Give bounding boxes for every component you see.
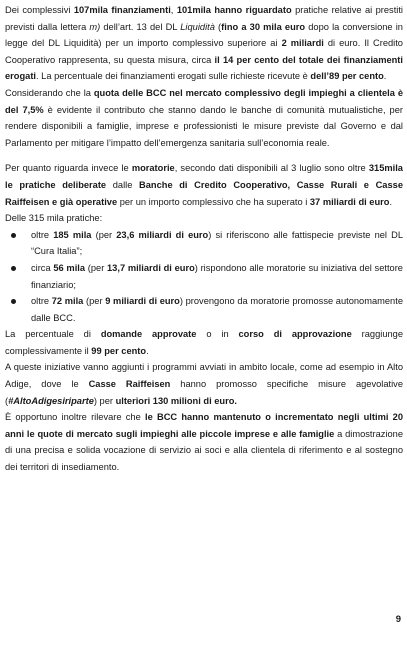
text-run: 72 mila	[51, 296, 84, 307]
text-run: dell’89 per cento	[310, 71, 384, 82]
text-run: m)	[89, 21, 101, 32]
text-run: il 14 per cento del totale dei finanziamenti erogati	[5, 54, 403, 82]
list-item-text	[31, 230, 403, 257]
text-run: a dimostrazione di una precisa e solida vocazione di servizio ai soci e alla clientela di riferimento e al sostegno dei territori di insediamento.	[5, 428, 403, 473]
bullet-icon	[11, 266, 16, 271]
text-run: hanno promosso specifiche misure agevolative (	[5, 379, 403, 406]
text-run: .	[389, 196, 393, 207]
text-run: ) si riferiscono alle fattispecie previste nel DL “Cura Italia”;	[31, 229, 404, 257]
text-run: #AltoAdigesiriparte	[8, 395, 94, 406]
text-run: per un importo complessivo che ha superato i	[117, 196, 310, 207]
paragraph-finanziamenti	[5, 2, 403, 85]
text-run: 315mila le pratiche deliberate	[5, 163, 403, 190]
text-run: oltre	[31, 296, 52, 307]
text-run: 9 miliardi di euro	[105, 296, 180, 307]
page-number: 9	[395, 614, 401, 625]
text-run: La percentuale di	[5, 329, 101, 340]
list-item	[5, 293, 403, 326]
text-run: ,	[170, 5, 177, 15]
paragraph-moratorie	[5, 160, 403, 210]
text-run: (per	[85, 262, 108, 273]
text-run: oltre	[31, 229, 54, 240]
text-run: (per	[83, 296, 106, 307]
text-run: dell’art. 13 del DL	[100, 21, 181, 32]
text-run: 185 mila	[53, 229, 92, 240]
text-run: Considerando che la	[5, 87, 94, 98]
text-run: (	[214, 21, 222, 32]
text-run: 13,7 miliardi di euro	[107, 262, 195, 273]
text-run: circa	[31, 262, 54, 273]
text-run: corso di approvazione	[238, 329, 352, 340]
text-run: ) rispondono alle moratorie su iniziativa del settore finanziario;	[31, 262, 403, 290]
text-run: Liquidità	[180, 21, 215, 32]
text-run: dopo la conversione in legge del DL Liquidità) per un importo complessivo superiore ai	[5, 21, 403, 49]
text-run: domande approvate	[100, 329, 197, 340]
text-run: Banche di Credito Cooperativo, Casse Rurali e Casse Raiffeisen e già operative	[5, 179, 403, 207]
paragraph-percentuale	[5, 326, 403, 359]
text-run: 99 per cento	[91, 345, 147, 356]
text-run: (per	[91, 229, 117, 240]
list-item-text	[31, 263, 403, 290]
list-item	[5, 227, 403, 260]
text-run: . La percentuale dei finanziamenti erogati sulle richieste ricevute è	[36, 71, 311, 82]
text-run: dalle	[106, 179, 140, 190]
text-run: Per quanto riguarda invece le	[5, 163, 132, 174]
text-run: .	[146, 345, 149, 356]
text-run: ) provengono da moratorie promosse autonomamente dalle BCC.	[31, 296, 403, 323]
text-run: 2 miliardi	[281, 38, 324, 49]
text-run: 23,6 miliardi di euro	[116, 229, 209, 240]
text-run: , secondo dati disponibili al 3 luglio sono oltre	[174, 163, 369, 174]
paragraph-pratiche-intro	[5, 210, 403, 227]
text-run: raggiunge complessivamente il	[5, 329, 403, 356]
text-run: ) per	[93, 395, 116, 406]
bullet-icon	[11, 233, 16, 238]
text-run: è evidente il contributo che stanno dando le banche di comunità mutualistiche, per rendere disponibili a famiglie, imprese e professionisti le misure previste dal Governo e dal Parlamento per mitigare l’impatto dell’emergenza sanitaria sull’economia reale.	[5, 104, 403, 148]
paragraph-quote-mercato	[5, 409, 403, 475]
text-run: .	[383, 71, 387, 82]
text-run: o in	[196, 329, 239, 340]
text-run: fino a 30 mila euro	[221, 21, 306, 32]
text-run: ulteriori 130 milioni di euro.	[115, 395, 237, 406]
text-run: Dei complessivi	[5, 5, 74, 15]
paragraph-alto-adige	[5, 359, 403, 409]
text-run: Delle 315 mila pratiche:	[5, 213, 103, 224]
moratorie-list	[5, 227, 403, 327]
paragraph-gap	[5, 151, 403, 160]
text-run: moratorie	[131, 163, 175, 174]
document-body	[5, 2, 403, 476]
text-run: 107mila finanziamenti	[73, 5, 171, 15]
text-run: A queste iniziative vanno aggiunti i programmi avviati in ambito locale, come ad esempio in Alto Adige, dove le	[5, 362, 403, 390]
list-item	[5, 260, 403, 293]
list-item-text	[31, 296, 403, 323]
text-run: 37 miliardi di euro	[309, 196, 390, 207]
text-run: 101mila hanno riguardato	[176, 5, 292, 15]
paragraph-quota-bcc	[5, 85, 403, 151]
text-run: È opportuno inoltre rilevare che	[5, 412, 145, 423]
text-run: Casse Raiffeisen	[88, 379, 171, 390]
text-run: di euro. Il Credito Cooperativo rappresenta, su questa misura, circa	[5, 38, 403, 65]
bullet-icon	[11, 299, 16, 304]
text-run: quota delle BCC nel mercato complessivo degli impieghi a clientela è del 7,5%	[5, 87, 403, 115]
text-run: le BCC hanno mantenuto o incrementato negli ultimi 20 anni le quote di mercato sugli impieghi alle piccole imprese e alle famiglie	[5, 412, 403, 439]
text-run: 56 mila	[53, 262, 86, 273]
text-run: pratiche relative ai prestiti previsti dalla lettera	[5, 5, 403, 32]
